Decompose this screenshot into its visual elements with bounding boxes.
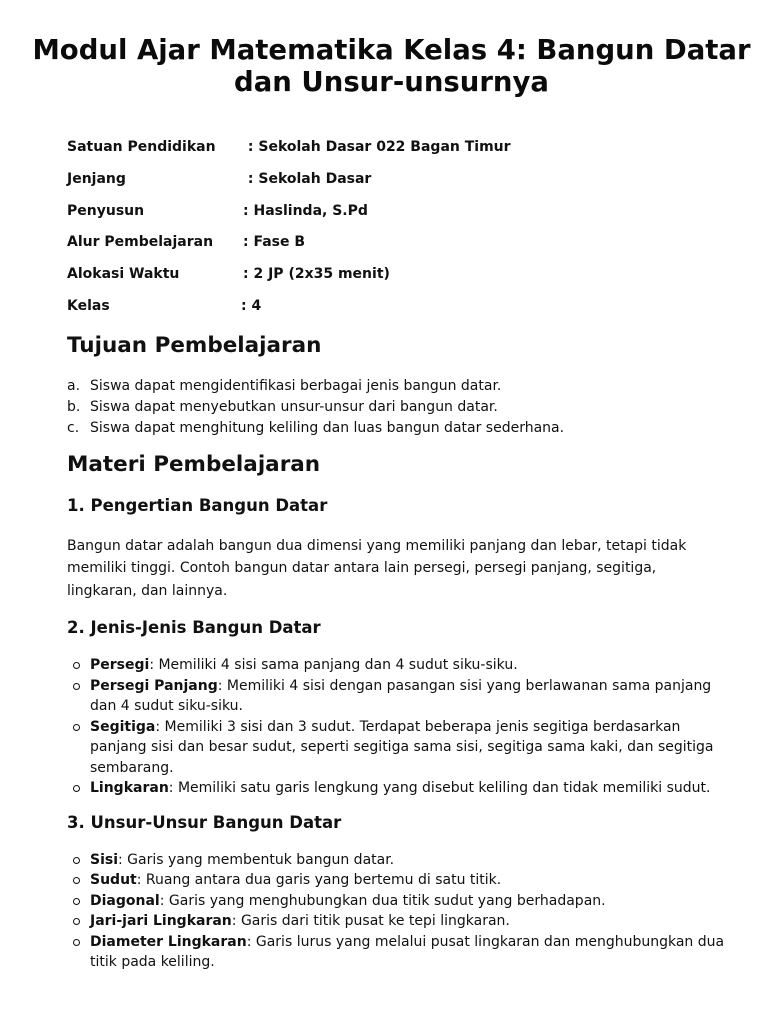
meta-separator: : — [243, 266, 254, 283]
term-description: : Garis dari titik pusat ke tepi lingkaran. — [231, 913, 510, 930]
list-item — [67, 655, 732, 676]
list-marker: b. — [67, 398, 81, 415]
term-description: : Ruang antara dua garis yang bertemu di satu titik. — [136, 872, 502, 889]
meta-label: Alur Pembelajaran — [67, 234, 214, 251]
list-item — [67, 932, 732, 973]
meta-separator: : — [243, 170, 259, 187]
definition-paragraph: Bangun datar adalah bangun dua dimensi yang memiliki panjang dan lebar, tetapi tidak memiliki tinggi. Contoh bangun datar antara lain persegi, persegi panjang, segitiga, lingkaran, dan lainnya. — [67, 537, 687, 599]
term-description: : Garis yang menghubungkan dua titik sudut yang berhadapan. — [159, 892, 606, 909]
meta-separator: : — [243, 139, 259, 155]
list-item — [67, 891, 732, 912]
meta-value: 2 JP (2x35 menit) — [253, 266, 390, 283]
subsection-heading-pengertian: 1. Pengertian Bangun Datar — [67, 495, 328, 515]
term: Sudut — [90, 872, 137, 889]
meta-separator: : — [243, 234, 254, 251]
list-text: Siswa dapat menghitung keliling dan luas bangun datar sederhana. — [90, 419, 565, 436]
circle-bullet-icon — [67, 911, 90, 931]
list-text: Siswa dapat menyebutkan unsur-unsur dari bangun datar. — [90, 398, 498, 415]
subsection-heading-unsur: 3. Unsur-Unsur Bangun Datar — [67, 812, 342, 832]
shape-elements-list — [67, 850, 732, 973]
term: Persegi Panjang — [90, 677, 218, 694]
list-item — [67, 418, 732, 439]
list-marker: a. — [67, 377, 81, 394]
term: Diameter Lingkaran — [90, 933, 247, 950]
subsection-heading-jenis: 2. Jenis-Jenis Bangun Datar — [67, 618, 321, 638]
list-text: Siswa dapat mengidentifikasi berbagai jenis bangun datar. — [90, 377, 502, 394]
circle-bullet-icon — [67, 870, 90, 890]
meta-separator: : — [241, 297, 252, 314]
meta-row — [67, 203, 732, 235]
meta-label: Penyusun — [67, 202, 145, 219]
section-heading-materi: Materi Pembelajaran — [67, 451, 321, 477]
term: Sisi — [90, 851, 119, 868]
term: Persegi — [90, 657, 150, 674]
meta-separator: : — [243, 202, 254, 219]
term: Jari-jari Lingkaran — [90, 913, 232, 930]
meta-value: 4 — [251, 297, 262, 314]
meta-label: Satuan Pendidikan — [67, 139, 216, 155]
list-item — [67, 870, 732, 891]
term: Segitiga — [90, 718, 156, 735]
objectives-list — [67, 376, 732, 439]
circle-bullet-icon — [67, 655, 90, 675]
list-item — [67, 676, 732, 717]
meta-row — [67, 266, 732, 298]
term-description: : Memiliki 3 sisi dan 3 sudut. Terdapat beberapa jenis segitiga berdasarkan panjang sisi dan besar sudut, seperti segitiga sama sisi, segitiga sama kaki, dan segitiga sembarang. — [90, 718, 714, 776]
meta-row — [67, 171, 732, 203]
term-description: : Memiliki satu garis lengkung yang disebut keliling dan tidak memiliki sudut. — [168, 780, 711, 797]
term-description: : Garis lurus yang melalui pusat lingkaran dan menghubungkan dua titik pada keliling. — [90, 933, 725, 971]
list-item — [67, 376, 732, 397]
document-title: Modul Ajar Matematika Kelas 4: Bangun Datar dan Unsur-unsurnya — [32, 34, 751, 98]
meta-label: Alokasi Waktu — [67, 266, 180, 283]
term: Diagonal — [90, 892, 160, 909]
module-info — [67, 139, 732, 330]
meta-value: Sekolah Dasar — [258, 170, 372, 187]
list-item — [67, 911, 732, 932]
term-description: : Memiliki 4 sisi sama panjang dan 4 sudut siku-siku. — [149, 657, 518, 674]
list-item — [67, 397, 732, 418]
circle-bullet-icon — [67, 891, 90, 911]
list-item — [67, 778, 732, 799]
section-heading-tujuan: Tujuan Pembelajaran — [67, 332, 322, 358]
shape-types-list — [67, 655, 732, 799]
circle-bullet-icon — [67, 717, 90, 737]
list-item — [67, 850, 732, 871]
term: Lingkaran — [90, 780, 169, 797]
meta-label: Kelas — [67, 297, 110, 314]
list-marker: c. — [67, 419, 80, 436]
term-description: : Memiliki 4 sisi dengan pasangan sisi yang berlawanan sama panjang dan 4 sudut siku-siku. — [90, 677, 712, 715]
circle-bullet-icon — [67, 932, 90, 952]
meta-label: Jenjang — [67, 170, 126, 187]
meta-row — [67, 139, 732, 171]
term-description: : Garis yang membentuk bangun datar. — [118, 851, 395, 868]
list-item — [67, 717, 732, 779]
circle-bullet-icon — [67, 850, 90, 870]
meta-value: Fase B — [253, 234, 306, 251]
meta-value: Sekolah Dasar 022 Bagan Timur — [258, 139, 511, 155]
circle-bullet-icon — [67, 778, 90, 798]
circle-bullet-icon — [67, 676, 90, 696]
meta-row — [67, 298, 732, 330]
meta-value: Haslinda, S.Pd — [253, 202, 368, 219]
meta-row — [67, 234, 732, 266]
